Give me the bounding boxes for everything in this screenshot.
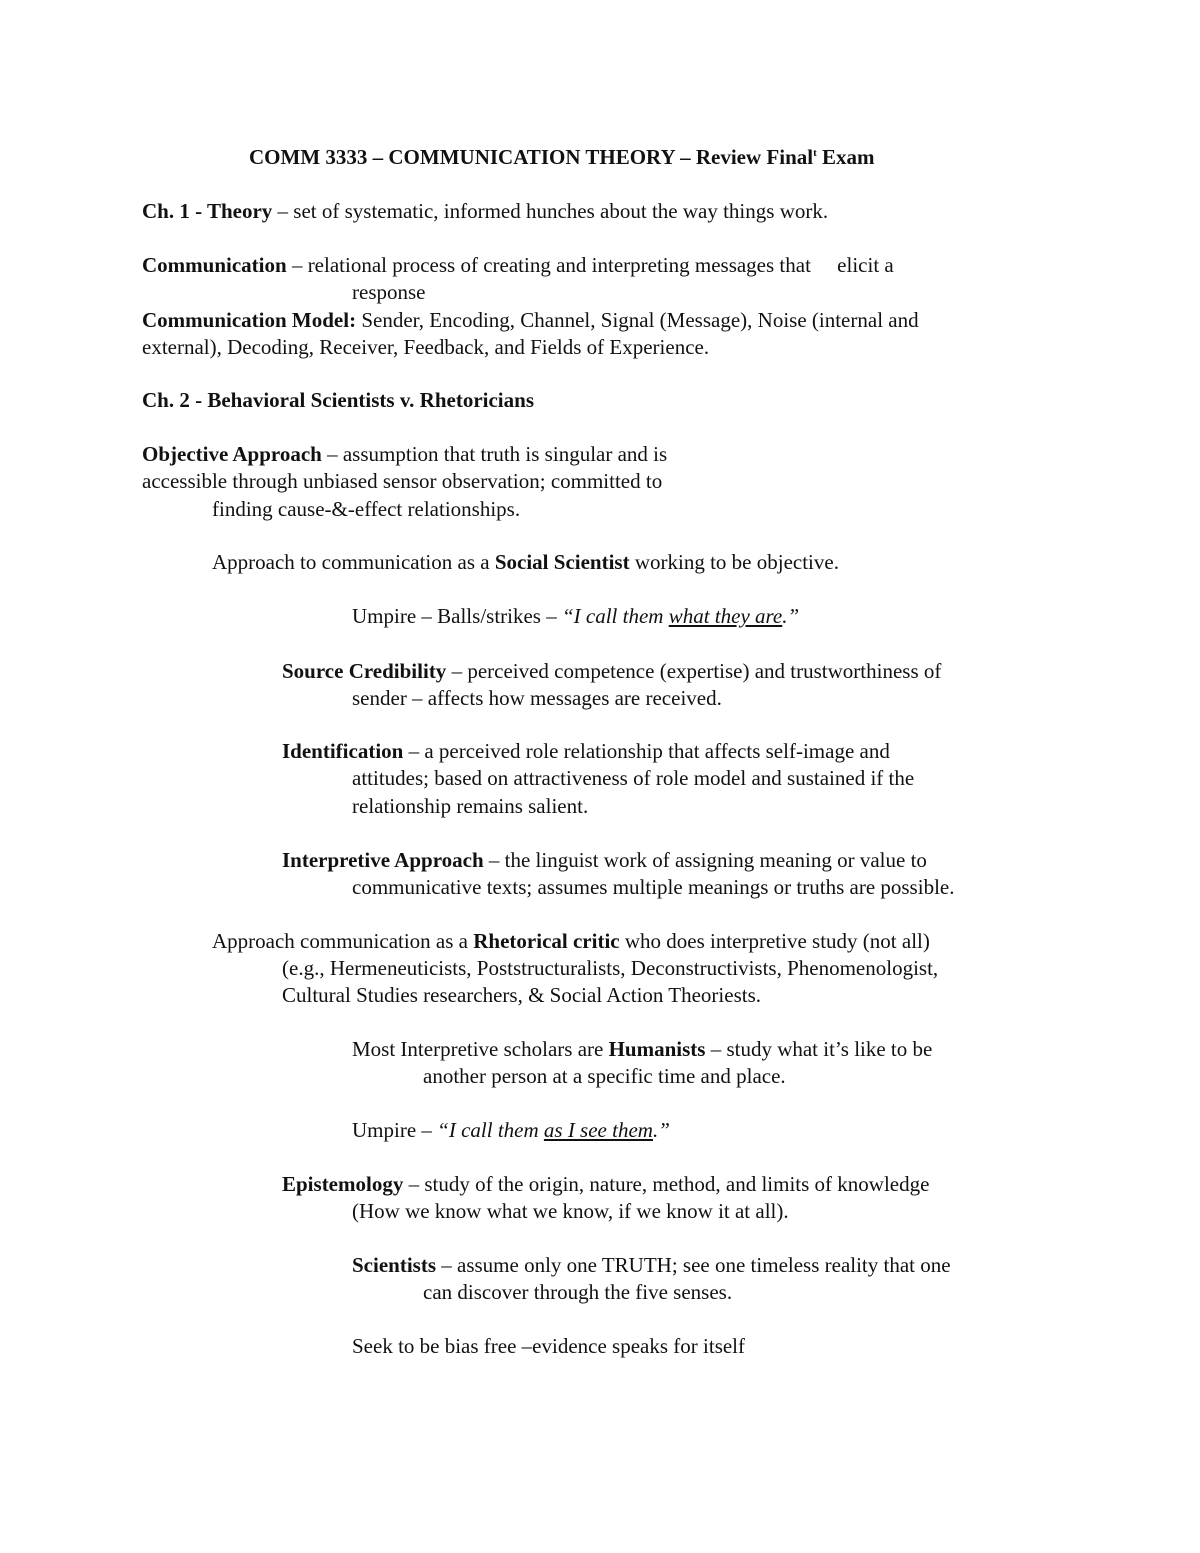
humanists-before: Most Interpretive scholars are <box>352 1037 609 1061</box>
page-title-main: COMM 3333 – COMMUNICATION THEORY – Review Final <box>249 145 814 169</box>
objective-term: Objective Approach <box>142 442 322 466</box>
source-credibility-line-1 <box>282 658 941 685</box>
interpretive-definition-1: – the linguist work of assigning meaning or value to <box>483 848 927 872</box>
scientists-definition-1: – assume only one TRUTH; see one timeless reality that one <box>436 1253 951 1277</box>
model-line-1 <box>142 307 919 334</box>
epistemology-term: Epistemology <box>282 1172 404 1196</box>
identification-line-3: relationship remains salient. <box>352 794 589 818</box>
communication-definition-1: – relational process of creating and interpreting messages that elicit a <box>286 253 894 277</box>
rhetorical-line-2: (e.g., Hermeneuticists, Poststructuralists, Deconstructivists, Phenomenologist, <box>282 956 939 980</box>
ch1-line <box>142 198 828 225</box>
umpire-interpretive-line <box>352 1117 670 1144</box>
rhetorical-term: Rhetorical critic <box>473 929 620 953</box>
epistemology-definition-1: – study of the origin, nature, method, and limits of knowledge <box>403 1172 930 1196</box>
interpretive-line-1 <box>282 847 927 874</box>
identification-line-2: attitudes; based on attractiveness of role model and sustained if the <box>352 766 915 790</box>
page-title-tail: Exam <box>816 145 875 169</box>
humanists-after: – study what it’s like to be <box>705 1037 933 1061</box>
umpire-interpretive-before: Umpire – <box>352 1118 438 1142</box>
epistemology-line-2: (How we know what we know, if we know it at all). <box>352 1199 789 1223</box>
umpire-interpretive-quote-open: “I call them <box>437 1118 544 1142</box>
umpire-objective-line <box>352 603 799 630</box>
social-scientist-after: working to be objective. <box>629 550 839 574</box>
scientists-line-1 <box>352 1252 951 1279</box>
interpretive-term: Interpretive Approach <box>282 848 484 872</box>
humanists-line-2: another person at a specific time and place. <box>423 1064 786 1088</box>
social-scientist-term: Social Scientist <box>494 550 630 574</box>
umpire-objective-quote-open: “I call them <box>561 604 669 628</box>
model-definition-1: Sender, Encoding, Channel, Signal (Message), Noise (internal and <box>356 308 919 332</box>
scientists-line-2: can discover through the five senses. <box>423 1280 733 1304</box>
objective-line-3: finding cause-&-effect relationships. <box>212 497 521 521</box>
model-term: Communication Model: <box>142 308 357 332</box>
source-credibility-line-2: sender – affects how messages are received. <box>352 686 722 710</box>
source-credibility-term: Source Credibility <box>282 659 447 683</box>
objective-definition-1: – assumption that truth is singular and is <box>321 442 668 466</box>
epistemology-line-1 <box>282 1171 929 1198</box>
identification-line-1 <box>282 738 890 765</box>
umpire-interpretive-quote-close: .” <box>652 1118 670 1142</box>
umpire-objective-quote-close: .” <box>782 604 800 628</box>
ch2-heading-text: Ch. 2 - Behavioral Scientists v. Rhetoricians <box>142 388 534 412</box>
scientists-term: Scientists <box>352 1253 436 1277</box>
ch1-heading: Ch. 1 - Theory <box>142 199 273 223</box>
identification-term: Identification <box>282 739 404 763</box>
communication-term: Communication <box>142 253 287 277</box>
social-scientist-before: Approach to communication as a <box>212 550 495 574</box>
source-credibility-definition-1: – perceived competence (expertise) and trustworthiness of <box>446 659 942 683</box>
rhetorical-after: who does interpretive study (not all) <box>619 929 930 953</box>
rhetorical-line-1 <box>212 928 930 955</box>
rhetorical-before: Approach communication as a <box>212 929 474 953</box>
page-title-sup: t <box>813 147 817 159</box>
objective-line-1 <box>142 441 667 468</box>
interpretive-line-2: communicative texts; assumes multiple meanings or truths are possible. <box>352 875 955 899</box>
humanists-term: Humanists <box>608 1037 706 1061</box>
identification-definition-1: – a perceived role relationship that affects self-image and <box>403 739 890 763</box>
ch1-definition: – set of systematic, informed hunches about the way things work. <box>272 199 829 223</box>
ch2-heading <box>142 387 534 414</box>
page-title <box>249 144 875 171</box>
umpire-objective-quote-underlined: what they are <box>668 604 783 628</box>
model-line-2: external), Decoding, Receiver, Feedback, and Fields of Experience. <box>142 335 710 359</box>
umpire-objective-before: Umpire – Balls/strikes – <box>352 604 562 628</box>
umpire-interpretive-quote-underlined: as I see them <box>543 1118 653 1142</box>
humanists-line-1 <box>352 1036 932 1063</box>
bias-free-line: Seek to be bias free –evidence speaks for itself <box>352 1334 746 1358</box>
objective-line-2: accessible through unbiased sensor observation; committed to <box>142 469 663 493</box>
social-scientist-line <box>212 549 839 576</box>
rhetorical-line-3: Cultural Studies researchers, & Social Action Theoriests. <box>282 983 762 1007</box>
communication-line-1 <box>142 252 894 279</box>
communication-line-2: response <box>352 280 426 304</box>
